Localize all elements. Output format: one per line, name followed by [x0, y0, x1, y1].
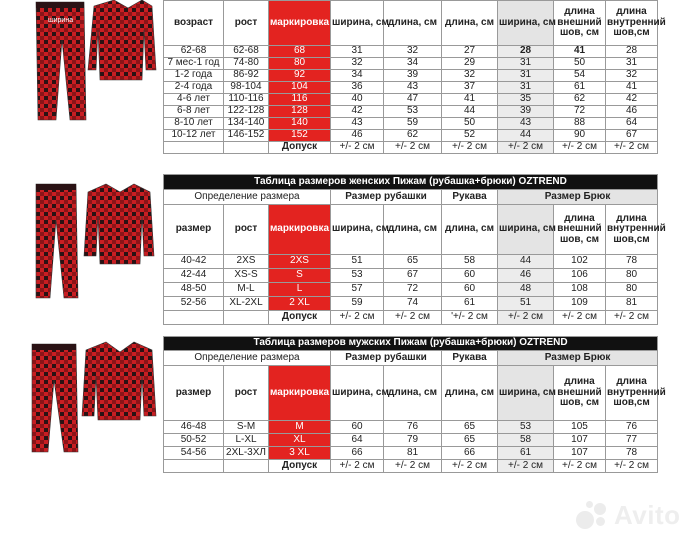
table-cell: 40-42	[164, 255, 224, 269]
table-cell: 57	[331, 283, 384, 297]
table-row	[164, 269, 658, 283]
tolerance-cell: +/- 2 см	[498, 460, 554, 473]
table-cell: 31	[498, 70, 554, 82]
table-cell: 48	[498, 283, 554, 297]
table-cell: 1-2 года	[164, 70, 224, 82]
table-cell: 60	[331, 421, 384, 434]
table-cell: 65	[384, 255, 442, 269]
table-cell: 90	[554, 130, 606, 142]
col-sleeve-length: длина, см	[442, 366, 498, 421]
tolerance-row	[164, 311, 658, 325]
table-cell: 80	[269, 58, 331, 70]
kids-pajama-picture	[28, 0, 158, 135]
table-cell: 42-44	[164, 269, 224, 283]
table-cell: 44	[442, 106, 498, 118]
col-pants-inner: длина внутренний шов,см	[606, 205, 658, 255]
col-height: рост	[224, 366, 269, 421]
table-row	[164, 118, 658, 130]
table-cell: 53	[498, 421, 554, 434]
table-cell: 68	[269, 46, 331, 58]
table-cell: 48-50	[164, 283, 224, 297]
table-cell: 37	[442, 82, 498, 94]
table-row	[164, 82, 658, 94]
table-cell: 67	[384, 269, 442, 283]
table-cell: 110-116	[224, 94, 269, 106]
tolerance-cell: +/- 2 см	[606, 460, 658, 473]
tolerance-row	[164, 460, 658, 473]
table-cell: 2-4 года	[164, 82, 224, 94]
kids-size-table	[163, 0, 666, 154]
col-shirt-length: длина, см	[384, 1, 442, 46]
table-cell: 31	[498, 82, 554, 94]
table-cell: 58	[442, 255, 498, 269]
col-shirt-length: длина, см	[384, 205, 442, 255]
table-cell: 42	[331, 106, 384, 118]
table-cell: 10-12 лет	[164, 130, 224, 142]
col-pants-outer: длина внешний шов, см	[554, 366, 606, 421]
col-marking: маркировка	[269, 366, 331, 421]
table-row	[164, 297, 658, 311]
mens-pajama-picture	[28, 340, 158, 470]
table-row	[164, 255, 658, 269]
table-cell: XL-2XL	[224, 297, 269, 311]
col-shirt-width: ширина, см	[331, 1, 384, 46]
table-cell: 43	[498, 118, 554, 130]
tolerance-cell: +/- 2 см	[331, 142, 384, 154]
table-cell: 43	[384, 82, 442, 94]
table-cell: 46	[498, 269, 554, 283]
col-shirt-width: ширина, см	[331, 366, 384, 421]
table-cell: 128	[269, 106, 331, 118]
table-cell: 39	[384, 70, 442, 82]
table-cell: 46-48	[164, 421, 224, 434]
table-cell: 52	[442, 130, 498, 142]
table-cell: 50-52	[164, 434, 224, 447]
table-cell: 72	[384, 283, 442, 297]
table-row	[164, 46, 658, 58]
group-sleeves: Рукава	[442, 351, 498, 366]
table-row	[164, 106, 658, 118]
table-cell: 2 XL	[269, 297, 331, 311]
tolerance-cell: +/- 2 см	[606, 311, 658, 325]
table-cell: 146-152	[224, 130, 269, 142]
tolerance-cell: +/- 2 см	[554, 460, 606, 473]
group-size-definition: Определение размера	[164, 351, 331, 366]
table-cell: 65	[442, 434, 498, 447]
group-size-definition: Определение размера	[164, 190, 331, 205]
table-cell: 7 мес-1 год	[164, 58, 224, 70]
avito-watermark	[576, 500, 681, 531]
table-cell: 67	[606, 130, 658, 142]
col-height: рост	[224, 205, 269, 255]
table-cell: 39	[498, 106, 554, 118]
table-cell: 2XL-3XЛ	[224, 447, 269, 460]
table-cell: L	[269, 283, 331, 297]
table-cell: 50	[442, 118, 498, 130]
table-row	[164, 94, 658, 106]
table-cell: 51	[331, 255, 384, 269]
table-cell: 6-8 лет	[164, 106, 224, 118]
table-cell: 72	[554, 106, 606, 118]
col-size: размер	[164, 366, 224, 421]
table-cell: 58	[498, 434, 554, 447]
table-cell: M-L	[224, 283, 269, 297]
table-cell: 44	[498, 130, 554, 142]
table-cell: 134-140	[224, 118, 269, 130]
table-cell: 51	[498, 297, 554, 311]
table-cell: 66	[331, 447, 384, 460]
group-header-row	[164, 351, 658, 366]
table-cell: 59	[384, 118, 442, 130]
table-cell: 46	[331, 130, 384, 142]
table-cell: M	[269, 421, 331, 434]
table-cell: 27	[442, 46, 498, 58]
tolerance-cell: +/- 2 см	[384, 460, 442, 473]
table-cell: 35	[498, 94, 554, 106]
table-header-row	[164, 205, 658, 255]
table-cell: 66	[442, 447, 498, 460]
tolerance-cell: +/- 2 см	[554, 142, 606, 154]
table-cell: 50	[554, 58, 606, 70]
table-header-row	[164, 366, 658, 421]
table-cell: 106	[554, 269, 606, 283]
table-cell: 41	[606, 82, 658, 94]
tolerance-row	[164, 142, 658, 154]
table-row	[164, 447, 658, 460]
col-pants-width: ширина, см	[498, 1, 554, 46]
col-age: возраст	[164, 1, 224, 46]
tolerance-cell: +/- 2 см	[554, 311, 606, 325]
tolerance-cell: +/- 2 см	[606, 142, 658, 154]
table-cell: 64	[606, 118, 658, 130]
tolerance-cell: +/- 2 см	[331, 311, 384, 325]
table-cell: 54-56	[164, 447, 224, 460]
mens-size-table	[163, 336, 666, 473]
group-pants-size: Размер Брюк	[498, 351, 658, 366]
table-cell: 62-68	[224, 46, 269, 58]
table-cell: 88	[554, 118, 606, 130]
table-cell: 98-104	[224, 82, 269, 94]
table-row	[164, 130, 658, 142]
tolerance-label: Допуск	[269, 460, 331, 473]
table-cell: 34	[384, 58, 442, 70]
table-cell: 44	[498, 255, 554, 269]
table-cell: 32	[384, 46, 442, 58]
table-cell: XL	[269, 434, 331, 447]
table-cell: 81	[384, 447, 442, 460]
tolerance-cell: +/- 2 см	[384, 142, 442, 154]
table-cell: 8-10 лет	[164, 118, 224, 130]
table-cell: 60	[442, 269, 498, 283]
table-cell: 52-56	[164, 297, 224, 311]
col-shirt-width: ширина, см	[331, 205, 384, 255]
table-cell: 74	[384, 297, 442, 311]
table-row	[164, 70, 658, 82]
table-cell: 34	[331, 70, 384, 82]
col-height: рост	[224, 1, 269, 46]
table-cell: 2XS	[224, 255, 269, 269]
table-cell: 41	[442, 94, 498, 106]
table-cell: 105	[554, 421, 606, 434]
group-pants-size: Размер Брюк	[498, 190, 658, 205]
table-cell: 59	[331, 297, 384, 311]
col-size: размер	[164, 205, 224, 255]
table-cell: 53	[331, 269, 384, 283]
table-cell: 108	[554, 283, 606, 297]
table-cell: 102	[554, 255, 606, 269]
table-cell: 61	[498, 447, 554, 460]
table-cell: 64	[331, 434, 384, 447]
tolerance-cell: '+/- 2 см	[442, 311, 498, 325]
tolerance-cell: +/- 2 см	[331, 460, 384, 473]
col-pants-outer: длина внешний шов, см	[554, 1, 606, 46]
table-cell: 77	[606, 434, 658, 447]
col-marking: маркировка	[269, 1, 331, 46]
table-cell: 76	[606, 421, 658, 434]
table-cell: 29	[442, 58, 498, 70]
table-cell: 60	[442, 283, 498, 297]
table-cell: 28	[498, 46, 554, 58]
table-cell: 2XS	[269, 255, 331, 269]
table-cell: 31	[498, 58, 554, 70]
tolerance-cell: +/- 2 см	[442, 460, 498, 473]
table-cell: 40	[331, 94, 384, 106]
table-cell: 32	[606, 70, 658, 82]
table-row	[164, 434, 658, 447]
table-cell: 76	[384, 421, 442, 434]
table-cell: 46	[606, 106, 658, 118]
col-pants-width: ширина, см	[498, 205, 554, 255]
col-shirt-length: длина, см	[384, 366, 442, 421]
group-shirt-size: Размер рубашки	[331, 190, 442, 205]
table-cell: 41	[554, 46, 606, 58]
tolerance-cell: +/- 2 см	[498, 311, 554, 325]
table-cell: 3 XL	[269, 447, 331, 460]
table-cell: 61	[554, 82, 606, 94]
group-header-row	[164, 190, 658, 205]
table-cell: 152	[269, 130, 331, 142]
table-cell: 80	[606, 269, 658, 283]
table-cell: 32	[442, 70, 498, 82]
tolerance-cell: +/- 2 см	[498, 142, 554, 154]
table-cell: 31	[606, 58, 658, 70]
table-cell: 42	[606, 94, 658, 106]
table-cell: 43	[331, 118, 384, 130]
table-cell: 81	[606, 297, 658, 311]
avito-wordmark: Avito	[614, 500, 681, 530]
table-cell: 32	[331, 58, 384, 70]
table-cell: 4-6 лет	[164, 94, 224, 106]
table-cell: 47	[384, 94, 442, 106]
table-cell: S	[269, 269, 331, 283]
table-row	[164, 283, 658, 297]
table-cell: 61	[442, 297, 498, 311]
table-row	[164, 421, 658, 434]
table-cell: 86-92	[224, 70, 269, 82]
tolerance-cell: +/- 2 см	[442, 142, 498, 154]
group-shirt-size: Размер рубашки	[331, 351, 442, 366]
col-marking: маркировка	[269, 205, 331, 255]
table-cell: 74-80	[224, 58, 269, 70]
col-pants-inner: длина внутренний шов,см	[606, 366, 658, 421]
table-cell: 62	[384, 130, 442, 142]
avito-logo-icon	[576, 501, 610, 531]
table-title: Таблица размеров женских Пижам (рубашка+брюки) OZTREND	[164, 175, 658, 190]
table-cell: 109	[554, 297, 606, 311]
table-cell: 116	[269, 94, 331, 106]
table-cell: S-M	[224, 421, 269, 434]
table-cell: 36	[331, 82, 384, 94]
table-cell: 80	[606, 283, 658, 297]
table-cell: 31	[331, 46, 384, 58]
table-cell: 79	[384, 434, 442, 447]
table-cell: 140	[269, 118, 331, 130]
col-pants-width: ширина, см	[498, 366, 554, 421]
table-cell: 53	[384, 106, 442, 118]
table-cell: 62	[554, 94, 606, 106]
table-cell: 107	[554, 434, 606, 447]
table-cell: L-XL	[224, 434, 269, 447]
table-cell: 104	[269, 82, 331, 94]
table-header-row	[164, 1, 658, 46]
table-cell: 92	[269, 70, 331, 82]
col-sleeve-length: длина, см	[442, 1, 498, 46]
table-cell: XS-S	[224, 269, 269, 283]
tolerance-cell: +/- 2 см	[384, 311, 442, 325]
table-cell: 122-128	[224, 106, 269, 118]
table-cell: 78	[606, 447, 658, 460]
table-cell: 107	[554, 447, 606, 460]
table-cell: 54	[554, 70, 606, 82]
table-cell: 28	[606, 46, 658, 58]
table-cell: 78	[606, 255, 658, 269]
womens-pajama-picture	[28, 180, 158, 310]
tolerance-label: Допуск	[269, 311, 331, 325]
col-sleeve-length: длина, см	[442, 205, 498, 255]
col-pants-inner: длина внутренний шов,см	[606, 1, 658, 46]
womens-size-table	[163, 174, 666, 325]
tolerance-label: Допуск	[269, 142, 331, 154]
group-sleeves: Рукава	[442, 190, 498, 205]
col-pants-outer: длина внешний шов, см	[554, 205, 606, 255]
table-cell: 65	[442, 421, 498, 434]
pants-width-label: ширина	[48, 17, 74, 24]
table-cell: 62-68	[164, 46, 224, 58]
table-title: Таблица размеров мужских Пижам (рубашка+брюки) OZTREND	[164, 337, 658, 351]
table-row	[164, 58, 658, 70]
